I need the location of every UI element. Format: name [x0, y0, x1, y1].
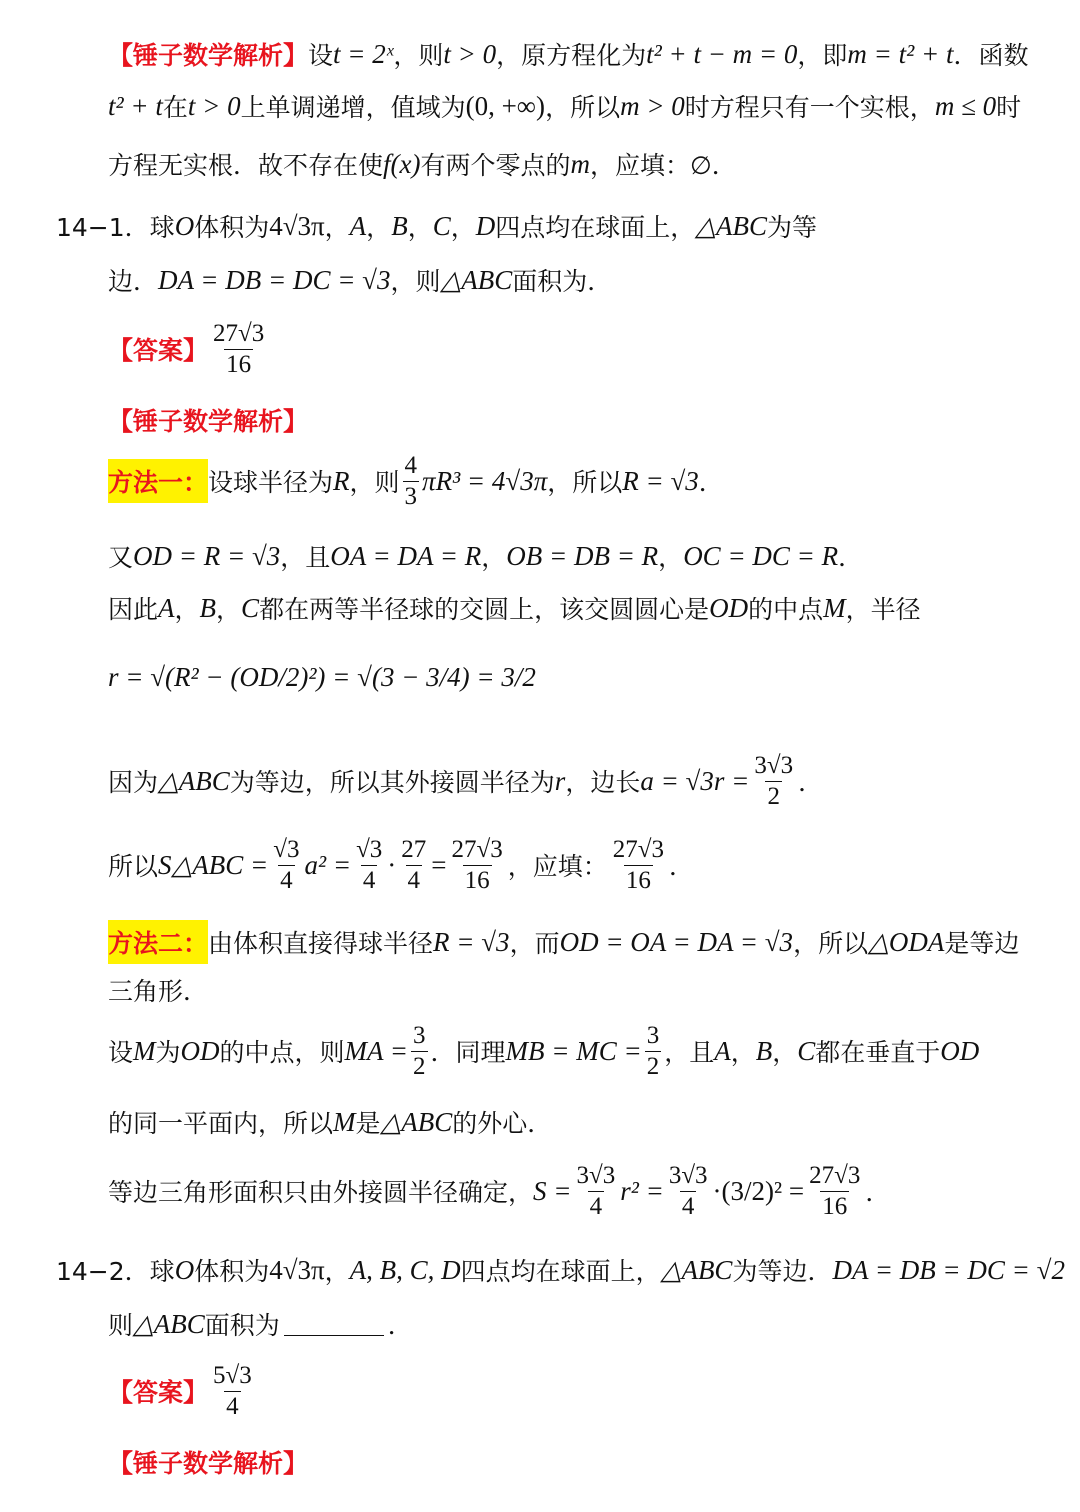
q13-analysis-line-3	[108, 146, 737, 182]
math: △ABC	[380, 1106, 453, 1137]
text: ，应填：	[507, 852, 608, 881]
math: OD	[709, 592, 749, 623]
math: O	[174, 210, 195, 241]
math: 4√3π	[269, 210, 325, 241]
text: ．	[798, 768, 824, 797]
text: 为	[155, 1038, 181, 1067]
fraction	[611, 836, 666, 894]
text: 设	[308, 41, 334, 70]
math: 4√3π	[269, 1254, 325, 1285]
math: O	[174, 1254, 195, 1285]
text: 时方程只有一个实根，	[684, 93, 935, 122]
text: 是等边	[944, 929, 1020, 958]
math: m ≤ 0	[934, 90, 997, 121]
text: 的同一平面内，所以	[108, 1109, 334, 1138]
q14-2-line-1	[56, 1252, 1065, 1288]
math: △ABC	[158, 765, 230, 796]
question-number: 14−2．	[56, 1257, 150, 1286]
text: ，	[772, 1038, 798, 1067]
math: A	[158, 592, 175, 623]
method2-line-5	[108, 1162, 890, 1220]
q14-2-analysis-tag	[108, 1444, 308, 1480]
denominator: 2	[767, 782, 780, 810]
q14-1-line-2	[108, 262, 612, 298]
denominator: 4	[681, 1192, 695, 1220]
math: C	[432, 210, 451, 241]
denominator: 4	[280, 866, 293, 894]
math: R = √3	[622, 465, 699, 496]
math: OD	[180, 1035, 220, 1066]
math: C	[797, 1035, 816, 1066]
q14-1-answer	[108, 320, 269, 378]
text: 又	[108, 543, 134, 572]
math: m > 0	[620, 90, 685, 121]
text: ，边长	[565, 768, 641, 797]
text: ．同理	[430, 1038, 506, 1067]
text: ，	[407, 213, 433, 242]
fraction	[667, 1162, 710, 1220]
q14-2-answer	[108, 1362, 257, 1420]
method2-label: 方法二：	[108, 920, 208, 964]
text: ，所以	[545, 93, 621, 122]
method2-line-2	[108, 972, 208, 1008]
math: OA = DA = R	[330, 540, 482, 571]
math: t > 0	[187, 90, 241, 121]
method1-line-1	[108, 452, 724, 510]
math: r	[554, 765, 566, 796]
analysis-tag: 【锤子数学解析】	[108, 1449, 309, 1478]
math: △ABC	[660, 1254, 733, 1285]
numerator: 27√3	[809, 1162, 861, 1189]
math: C	[241, 592, 260, 623]
math: t² + t	[108, 90, 163, 121]
math: R = √3	[433, 926, 510, 957]
math: △ABC	[695, 210, 768, 241]
text: ，即	[797, 41, 848, 70]
text: 体积为	[194, 213, 270, 242]
text: 面积为．	[512, 267, 613, 296]
math: m	[570, 148, 590, 179]
math: B	[755, 1035, 773, 1066]
denominator: 16	[226, 350, 252, 378]
text: ，则	[393, 41, 444, 70]
text: ，则	[349, 468, 400, 497]
math: D	[475, 210, 496, 241]
fraction	[271, 836, 301, 894]
q13-analysis-line-1	[108, 36, 1028, 72]
text: 有两个零点的	[420, 151, 571, 180]
fraction	[211, 1362, 254, 1420]
text: ．	[698, 468, 724, 497]
text: 方程无实根．故不存在使	[108, 151, 384, 180]
text: 是	[355, 1109, 381, 1138]
text: 体积为	[194, 1257, 270, 1286]
text: 在	[162, 93, 188, 122]
text: ，	[481, 543, 507, 572]
numerator: √3	[356, 836, 383, 863]
text: 球	[149, 1257, 175, 1286]
text: ．	[387, 1311, 413, 1340]
math: DA = DB = DC = √2	[832, 1254, 1065, 1285]
math: M	[333, 1106, 356, 1137]
denominator: 4	[589, 1192, 603, 1220]
math: (0, +∞)	[465, 90, 546, 121]
math: DA = DB = DC = √3	[158, 264, 391, 295]
denominator: 16	[464, 866, 490, 894]
text: 设球半径为	[208, 468, 334, 497]
method1-radius-formula	[108, 662, 536, 693]
fraction	[354, 836, 384, 894]
math: f(x)	[383, 148, 421, 179]
math: t > 0	[443, 38, 497, 69]
denominator: 4	[362, 866, 376, 894]
text: ，而	[509, 929, 560, 958]
fraction	[403, 452, 420, 510]
math: M	[823, 592, 846, 623]
denominator: 4	[407, 866, 421, 894]
text: ，	[216, 595, 242, 624]
math: t = 2ˣ	[333, 38, 394, 69]
fraction	[575, 1162, 618, 1220]
math: △ABC	[440, 264, 513, 295]
math: A	[349, 210, 367, 241]
math: a² =	[304, 849, 352, 880]
text: ，	[658, 543, 684, 572]
fraction	[645, 1022, 662, 1080]
text: 的中点	[748, 595, 824, 624]
question-number: 14−1．	[56, 213, 150, 242]
fraction	[399, 836, 428, 894]
fraction	[211, 320, 266, 378]
answer-blank	[284, 1313, 384, 1336]
math: A, B, C, D	[349, 1254, 461, 1285]
math: S△ABC =	[158, 849, 269, 880]
analysis-tag: 【锤子数学解析】	[108, 41, 309, 70]
numerator: 27√3	[451, 836, 503, 863]
math: OD = OA = DA = √3	[559, 926, 794, 957]
text: 因此	[108, 595, 159, 624]
text: 设	[108, 1038, 134, 1067]
math: OB = DB = R	[506, 540, 659, 571]
text: ．	[669, 852, 695, 881]
text: ，	[730, 1038, 756, 1067]
denominator: 16	[625, 866, 651, 894]
text: 四点均在球面上，	[495, 213, 696, 242]
text: 都在垂直于	[815, 1038, 941, 1067]
text: ，应填：∅．	[590, 151, 737, 180]
method1-label: 方法一：	[108, 459, 208, 503]
math: a = √3r =	[640, 765, 750, 796]
math: MB = MC =	[505, 1035, 642, 1066]
math: B	[391, 210, 408, 241]
math: OD	[940, 1035, 980, 1066]
numerator: 3	[413, 1022, 426, 1049]
q14-1-line-1	[56, 208, 817, 244]
method1-line-5	[108, 752, 823, 810]
math: B	[199, 592, 217, 623]
text: 球	[149, 213, 175, 242]
text: 上单调递增，值域为	[240, 93, 466, 122]
text: 则	[108, 1311, 134, 1340]
math: m = t² + t	[847, 38, 954, 69]
text: 四点均在球面上，	[460, 1257, 661, 1286]
text: 三角形．	[108, 977, 209, 1006]
denominator: 16	[822, 1192, 848, 1220]
numerator: 27√3	[612, 836, 665, 863]
analysis-tag: 【锤子数学解析】	[108, 407, 309, 436]
math: ·	[387, 849, 397, 880]
text: 因为	[108, 768, 159, 797]
method1-line-2	[108, 538, 863, 574]
numerator: 3√3	[576, 1162, 616, 1189]
fraction	[411, 1022, 428, 1080]
fraction	[450, 836, 505, 894]
denominator: 3	[404, 482, 418, 510]
math: A	[714, 1035, 731, 1066]
answer-tag: 【答案】	[108, 1378, 209, 1407]
denominator: 2	[413, 1052, 426, 1080]
text: ，	[174, 595, 200, 624]
q13-analysis-line-2	[108, 88, 1021, 124]
answer-tag: 【答案】	[108, 336, 209, 365]
text: 时	[996, 93, 1022, 122]
denominator: 4	[226, 1392, 239, 1420]
math: △ODA	[868, 926, 945, 957]
method1-line-6	[108, 836, 694, 894]
text: ．函数	[953, 41, 1029, 70]
math: r = √(R² − (OD/2)²) = √(3 − 3/4) = 3/2	[108, 662, 536, 692]
denominator: 2	[646, 1052, 660, 1080]
text: 边．	[108, 267, 159, 296]
text: 所以	[108, 852, 159, 881]
text: ，且	[280, 543, 331, 572]
math: ·(3/2)² =	[712, 1175, 805, 1206]
text: ，原方程化为	[496, 41, 647, 70]
text: 为等边，所以其外接圆半径为	[229, 768, 555, 797]
text: ．	[865, 1178, 891, 1207]
text: 都在两等半径球的交圆上，该交圆圆心是	[259, 595, 710, 624]
numerator: 27√3	[213, 320, 265, 347]
text: ，则	[390, 267, 441, 296]
text: ，所以	[793, 929, 869, 958]
math: r² =	[620, 1175, 664, 1206]
text: 面积为	[204, 1311, 280, 1340]
text: 等边三角形面积只由外接圆半径确定，	[108, 1178, 534, 1207]
math: t² + t − m = 0	[646, 38, 798, 69]
fraction	[752, 752, 795, 810]
q14-2-line-2	[108, 1306, 413, 1342]
numerator: 4	[404, 452, 418, 479]
text: ，	[324, 213, 350, 242]
math: R	[333, 465, 350, 496]
numerator: √3	[273, 836, 300, 863]
text: 为等边．	[732, 1257, 833, 1286]
text: ，且	[664, 1038, 715, 1067]
text: ，	[366, 213, 392, 242]
method2-line-1	[108, 920, 1019, 964]
text: ，所以	[547, 468, 623, 497]
text: ．	[838, 543, 864, 572]
math: S =	[533, 1175, 572, 1206]
numerator: 3√3	[754, 752, 794, 779]
text: 由体积直接得球半径	[208, 929, 434, 958]
text: 的中点，则	[219, 1038, 345, 1067]
math: △ABC	[133, 1308, 205, 1339]
numerator: 27	[401, 836, 427, 863]
text: 的外心．	[452, 1109, 553, 1138]
method2-line-4	[108, 1104, 552, 1140]
math: MA =	[344, 1035, 409, 1066]
text: ，	[450, 213, 476, 242]
text: ，	[324, 1257, 350, 1286]
text: 为等	[767, 213, 818, 242]
numerator: 3√3	[668, 1162, 708, 1189]
fraction	[807, 1162, 862, 1220]
math: =	[431, 849, 447, 880]
text: ，半径	[845, 595, 921, 624]
method1-line-3	[108, 590, 921, 626]
numerator: 3	[646, 1022, 660, 1049]
q14-1-analysis-tag	[108, 402, 308, 438]
math: OD = R = √3	[133, 540, 281, 571]
method2-line-3	[108, 1022, 979, 1080]
math: OC = DC = R	[683, 540, 839, 571]
math: πR³ = 4√3π	[422, 465, 548, 496]
numerator: 5√3	[213, 1362, 252, 1389]
math: M	[133, 1035, 156, 1066]
